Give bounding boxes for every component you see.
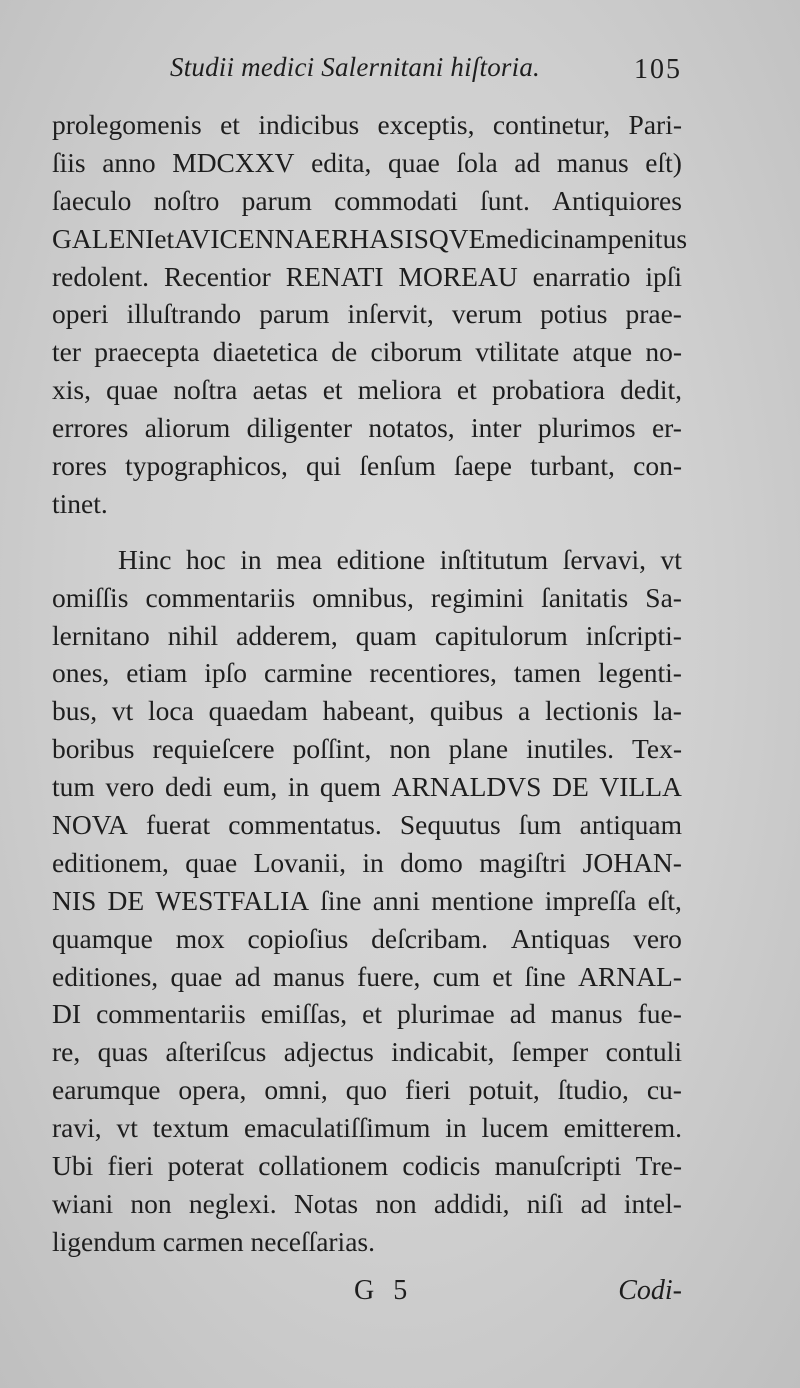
page-header: [52, 52, 682, 92]
text-line: ſaeculo noſtro parum commodati ſunt. Antiquiores: [52, 184, 682, 216]
text-line: ligendum carmen neceſſarias.: [52, 1225, 375, 1257]
text-line: ravi, vt textum emaculatiſſimum in lucem emitterem.: [52, 1112, 682, 1144]
text-line: NIS DE WESTFALIA ſine anni mentione impreſſa eſt,: [52, 884, 682, 916]
text-line: lernitano nihil adderem, quam capitulorum inſcripti-: [52, 619, 682, 651]
text-line: editionem, quae Lovanii, in domo magiſtri JOHAN-: [52, 846, 682, 878]
text-line: NOVA fuerat commentatus. Sequutus ſum antiquam: [52, 809, 682, 841]
paragraph-1: [52, 106, 688, 523]
paragraph-gap: [52, 523, 682, 541]
text-line: rores typographicos, qui ſenſum ſaepe turbant, con-: [52, 450, 682, 482]
catchword: Codi-: [618, 1275, 682, 1306]
text-line: wiani non neglexi. Notas non addidi, niſi ad intel-: [52, 1187, 682, 1219]
text-line: errores aliorum diligenter notatos, inter plurimos er-: [52, 412, 682, 444]
signature-mark: G 5: [354, 1275, 414, 1306]
paragraph-2: [52, 541, 682, 1261]
text-line: bus, vt loca quaedam habeant, quibus a lectionis la-: [52, 695, 682, 727]
text-line: omiſſis commentariis omnibus, regimini ſanitatis Sa-: [52, 581, 682, 613]
text-line: quamque mox copioſius deſcribam. Antiquas vero: [52, 922, 682, 954]
text-line: Ubi fieri poterat collationem codicis manuſcripti Tre-: [52, 1150, 682, 1182]
page-footer: [52, 1275, 682, 1315]
body-text: [52, 106, 688, 1261]
text-line: re, quas aſteriſcus adjectus indicabit, ſemper contuli: [52, 1036, 682, 1068]
text-line: GALENI et AVICENNAE RHASISQVE medicinam penitus: [52, 222, 688, 254]
text-line: ſiis anno MDCXXV edita, quae ſola ad manus eſt): [52, 146, 682, 178]
text-line: xis, quae noſtra aetas et meliora et probatiora dedit,: [52, 374, 682, 406]
text-line: redolent. Recentior RENATI MOREAU enarratio ipſi: [52, 260, 682, 292]
text-line: prolegomenis et indicibus exceptis, continetur, Pari-: [52, 109, 682, 140]
text-line: Hinc hoc in mea editione inſtitutum ſervavi, vt: [118, 543, 682, 575]
text-line: tinet.: [52, 487, 108, 519]
text-line: DI commentariis emiſſas, et plurimae ad manus fue-: [52, 998, 682, 1030]
text-line: earumque opera, omni, quo fieri potuit, ſtudio, cu-: [52, 1074, 682, 1106]
running-title: Studii medici Salernitani hiſtoria.: [170, 52, 540, 82]
text-line: tum vero dedi eum, in quem ARNALDVS DE VILLA: [52, 771, 682, 803]
text-line: ones, etiam ipſo carmine recentiores, tamen legenti-: [52, 657, 682, 689]
text-line: operi illuſtrando parum inſervit, verum potius prae-: [52, 298, 682, 330]
text-line: editiones, quae ad manus fuere, cum et ſine ARNAL-: [52, 960, 682, 992]
page-number: 105: [634, 54, 682, 85]
text-line: ter praecepta diaetetica de ciborum vtilitate atque no-: [52, 336, 682, 368]
text-line: boribus requieſcere poſſint, non plane inutiles. Tex-: [52, 733, 682, 765]
